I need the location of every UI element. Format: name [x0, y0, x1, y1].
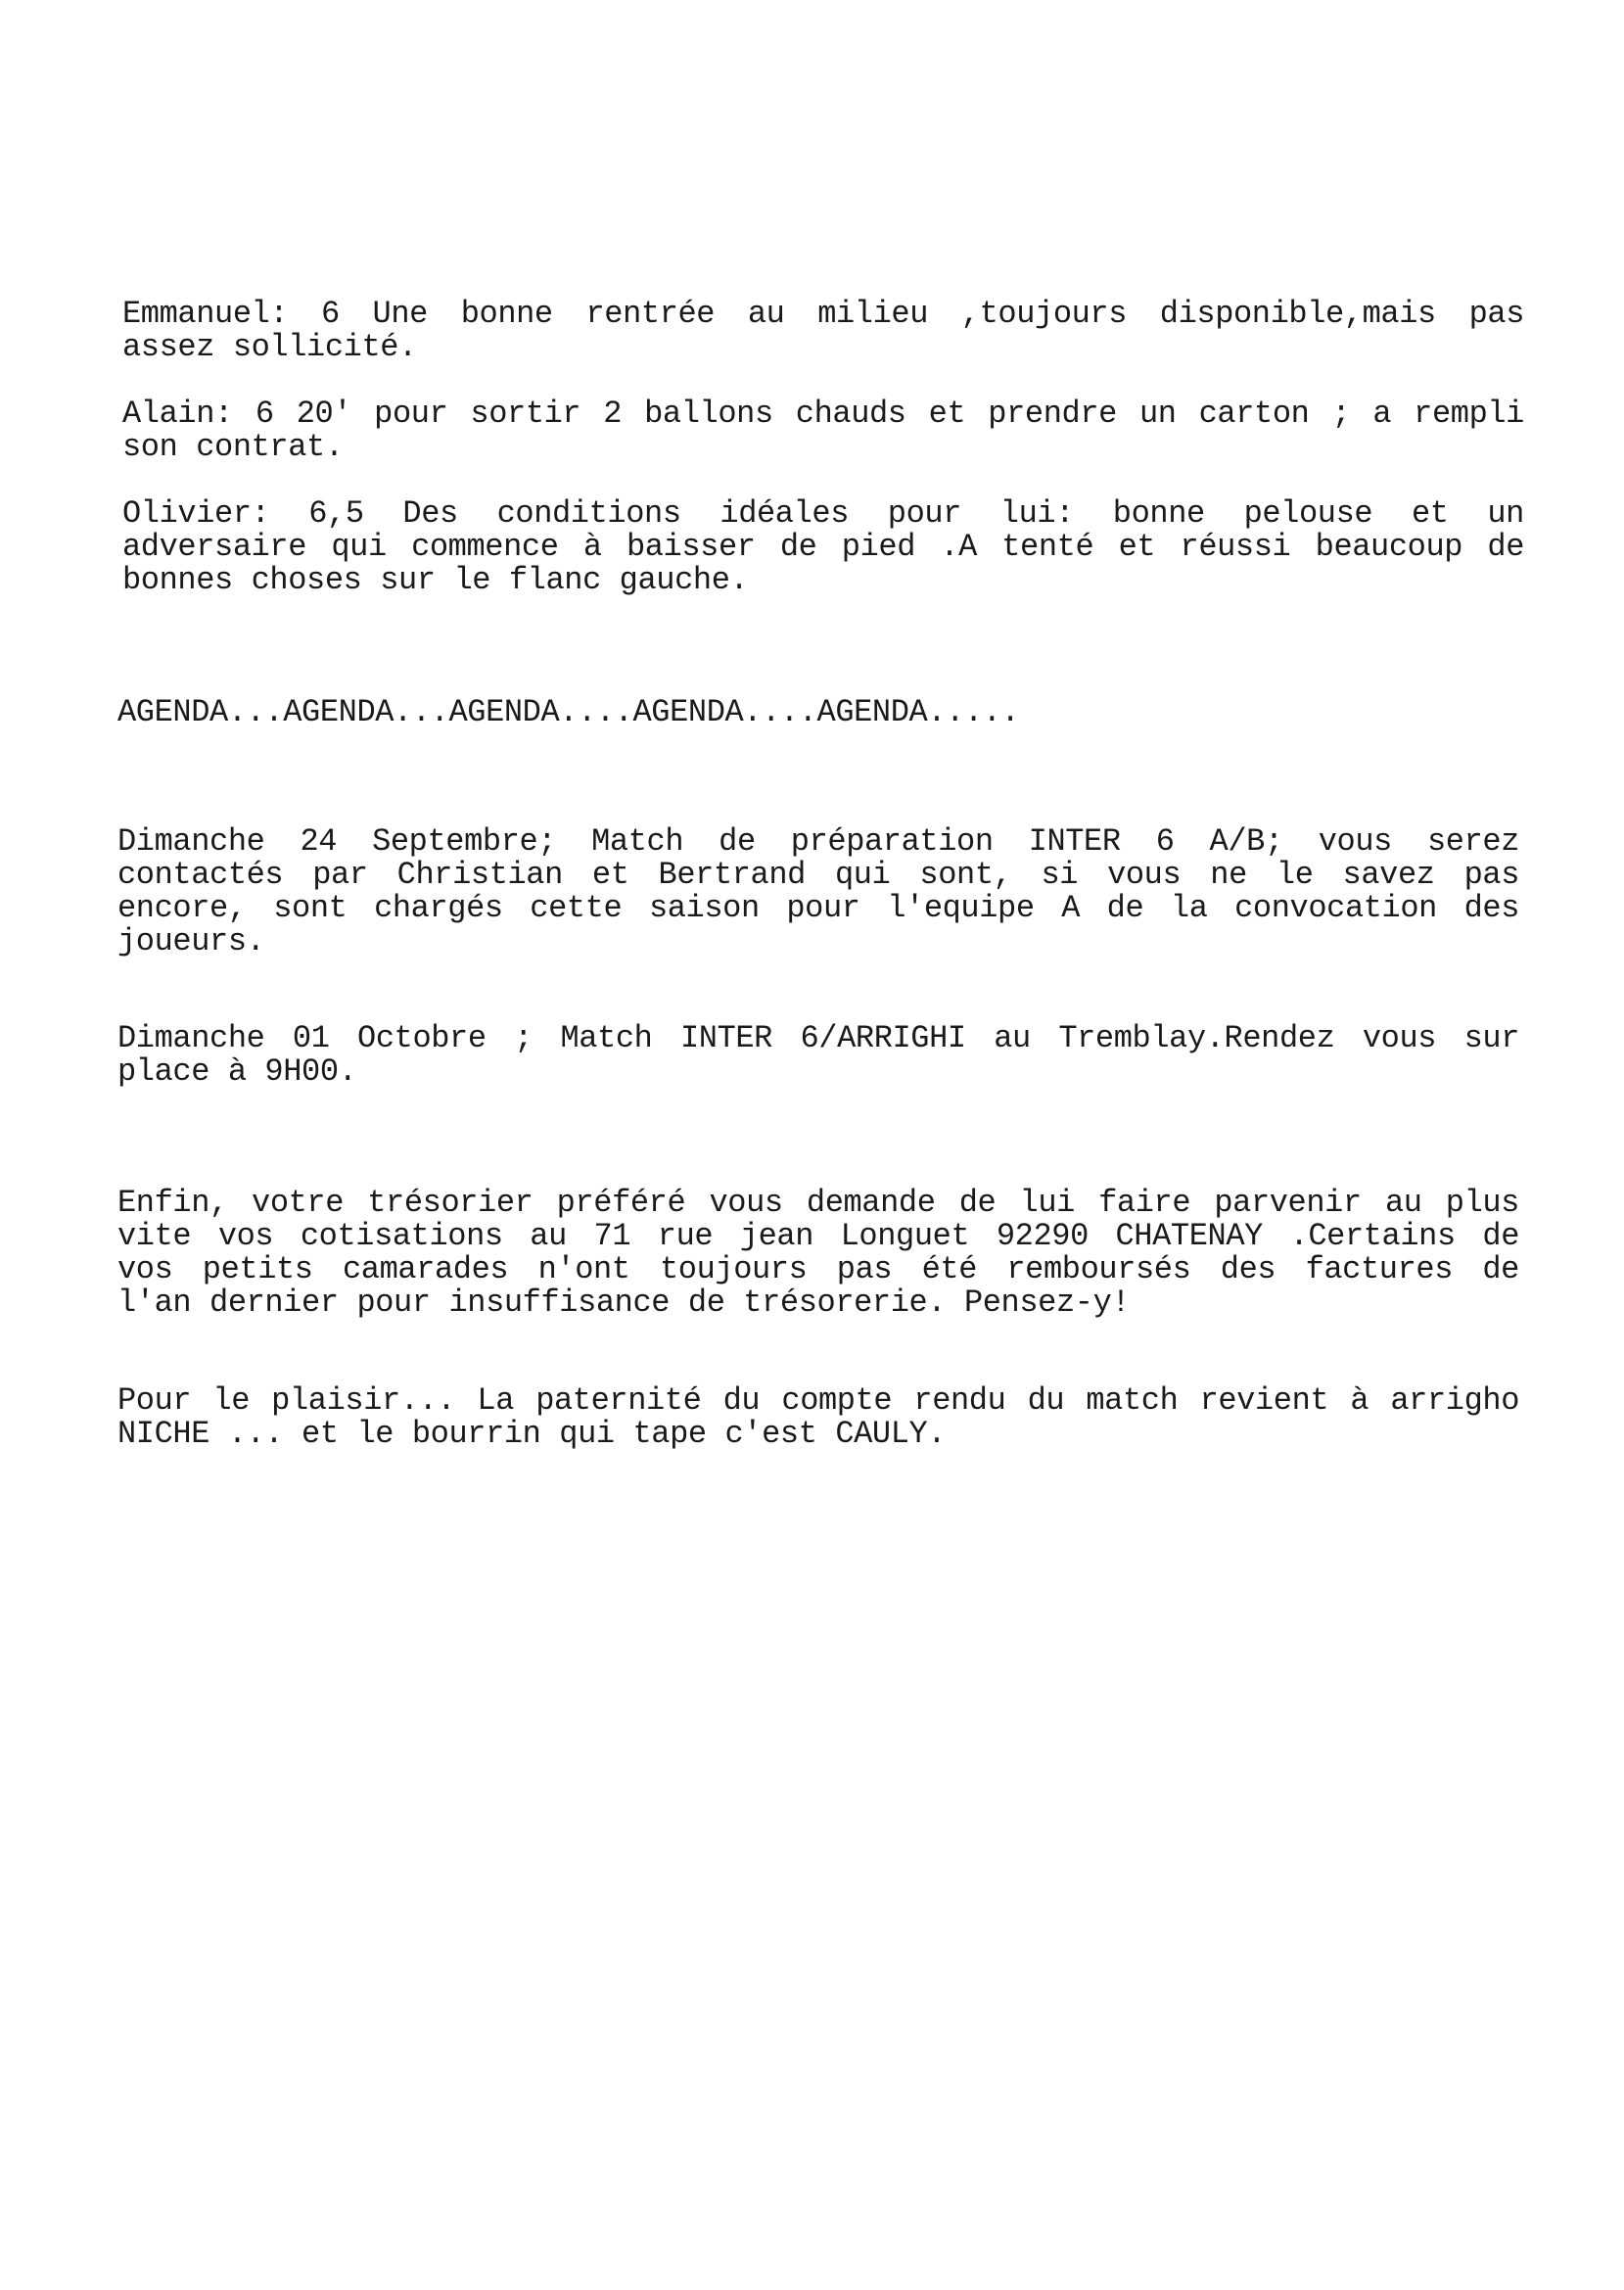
text-line: assez sollicité. — [122, 329, 417, 365]
text-line: Pour le plaisir... La paternité du compte rendu du match revient à arrigho — [117, 1382, 1519, 1419]
paragraph-olivier — [122, 497, 1524, 597]
text-line: l'an dernier pour insuffisance de trésorerie. Pensez-y! — [117, 1285, 1131, 1321]
text-line: son contrat. — [122, 429, 344, 465]
paragraph-alain — [122, 397, 1524, 464]
paragraph-enfin — [117, 1187, 1519, 1320]
paragraph-pour-le-plaisir — [117, 1384, 1519, 1451]
text-line: encore, sont chargés cette saison pour l'equipe A de la convocation des — [117, 890, 1519, 926]
text-line: AGENDA...AGENDA...AGENDA....AGENDA....AGENDA..... — [117, 694, 1020, 730]
text-line: Alain: 6 20' pour sortir 2 ballons chauds et prendre un carton ; a rempli — [122, 396, 1524, 432]
text-line: vite vos cotisations au 71 rue jean Longuet 92290 CHATENAY .Certains de — [117, 1218, 1519, 1254]
text-line: Dimanche 24 Septembre; Match de préparation INTER 6 A/B; vous serez — [117, 823, 1519, 860]
text-line: Olivier: 6,5 Des conditions idéales pour lui: bonne pelouse et un — [122, 495, 1524, 532]
text-line: vos petits camarades n'ont toujours pas été remboursés des factures de — [117, 1251, 1519, 1287]
paragraph-emmanuel — [122, 298, 1524, 364]
text-line: NICHE ... et le bourrin qui tape c'est CAULY. — [117, 1416, 947, 1452]
text-line: adversaire qui commence à baisser de pied .A tenté et réussi beaucoup de — [122, 529, 1524, 565]
paragraph-dimanche-24 — [117, 825, 1519, 958]
paragraph-dimanche-01 — [117, 1022, 1519, 1089]
text-line: place à 9H00. — [117, 1053, 357, 1090]
text-line: Dimanche 01 Octobre ; Match INTER 6/ARRIGHI au Tremblay.Rendez vous sur — [117, 1020, 1519, 1056]
text-line: contactés par Christian et Bertrand qui sont, si vous ne le savez pas — [117, 857, 1519, 893]
text-line: bonnes choses sur le flanc gauche. — [122, 562, 749, 598]
text-line: joueurs. — [117, 923, 265, 959]
paragraph-agenda — [117, 696, 1019, 729]
text-line: Enfin, votre trésorier préféré vous demande de lui faire parvenir au plus — [117, 1185, 1519, 1221]
text-line: Emmanuel: 6 Une bonne rentrée au milieu ,toujours disponible,mais pas — [122, 296, 1524, 332]
